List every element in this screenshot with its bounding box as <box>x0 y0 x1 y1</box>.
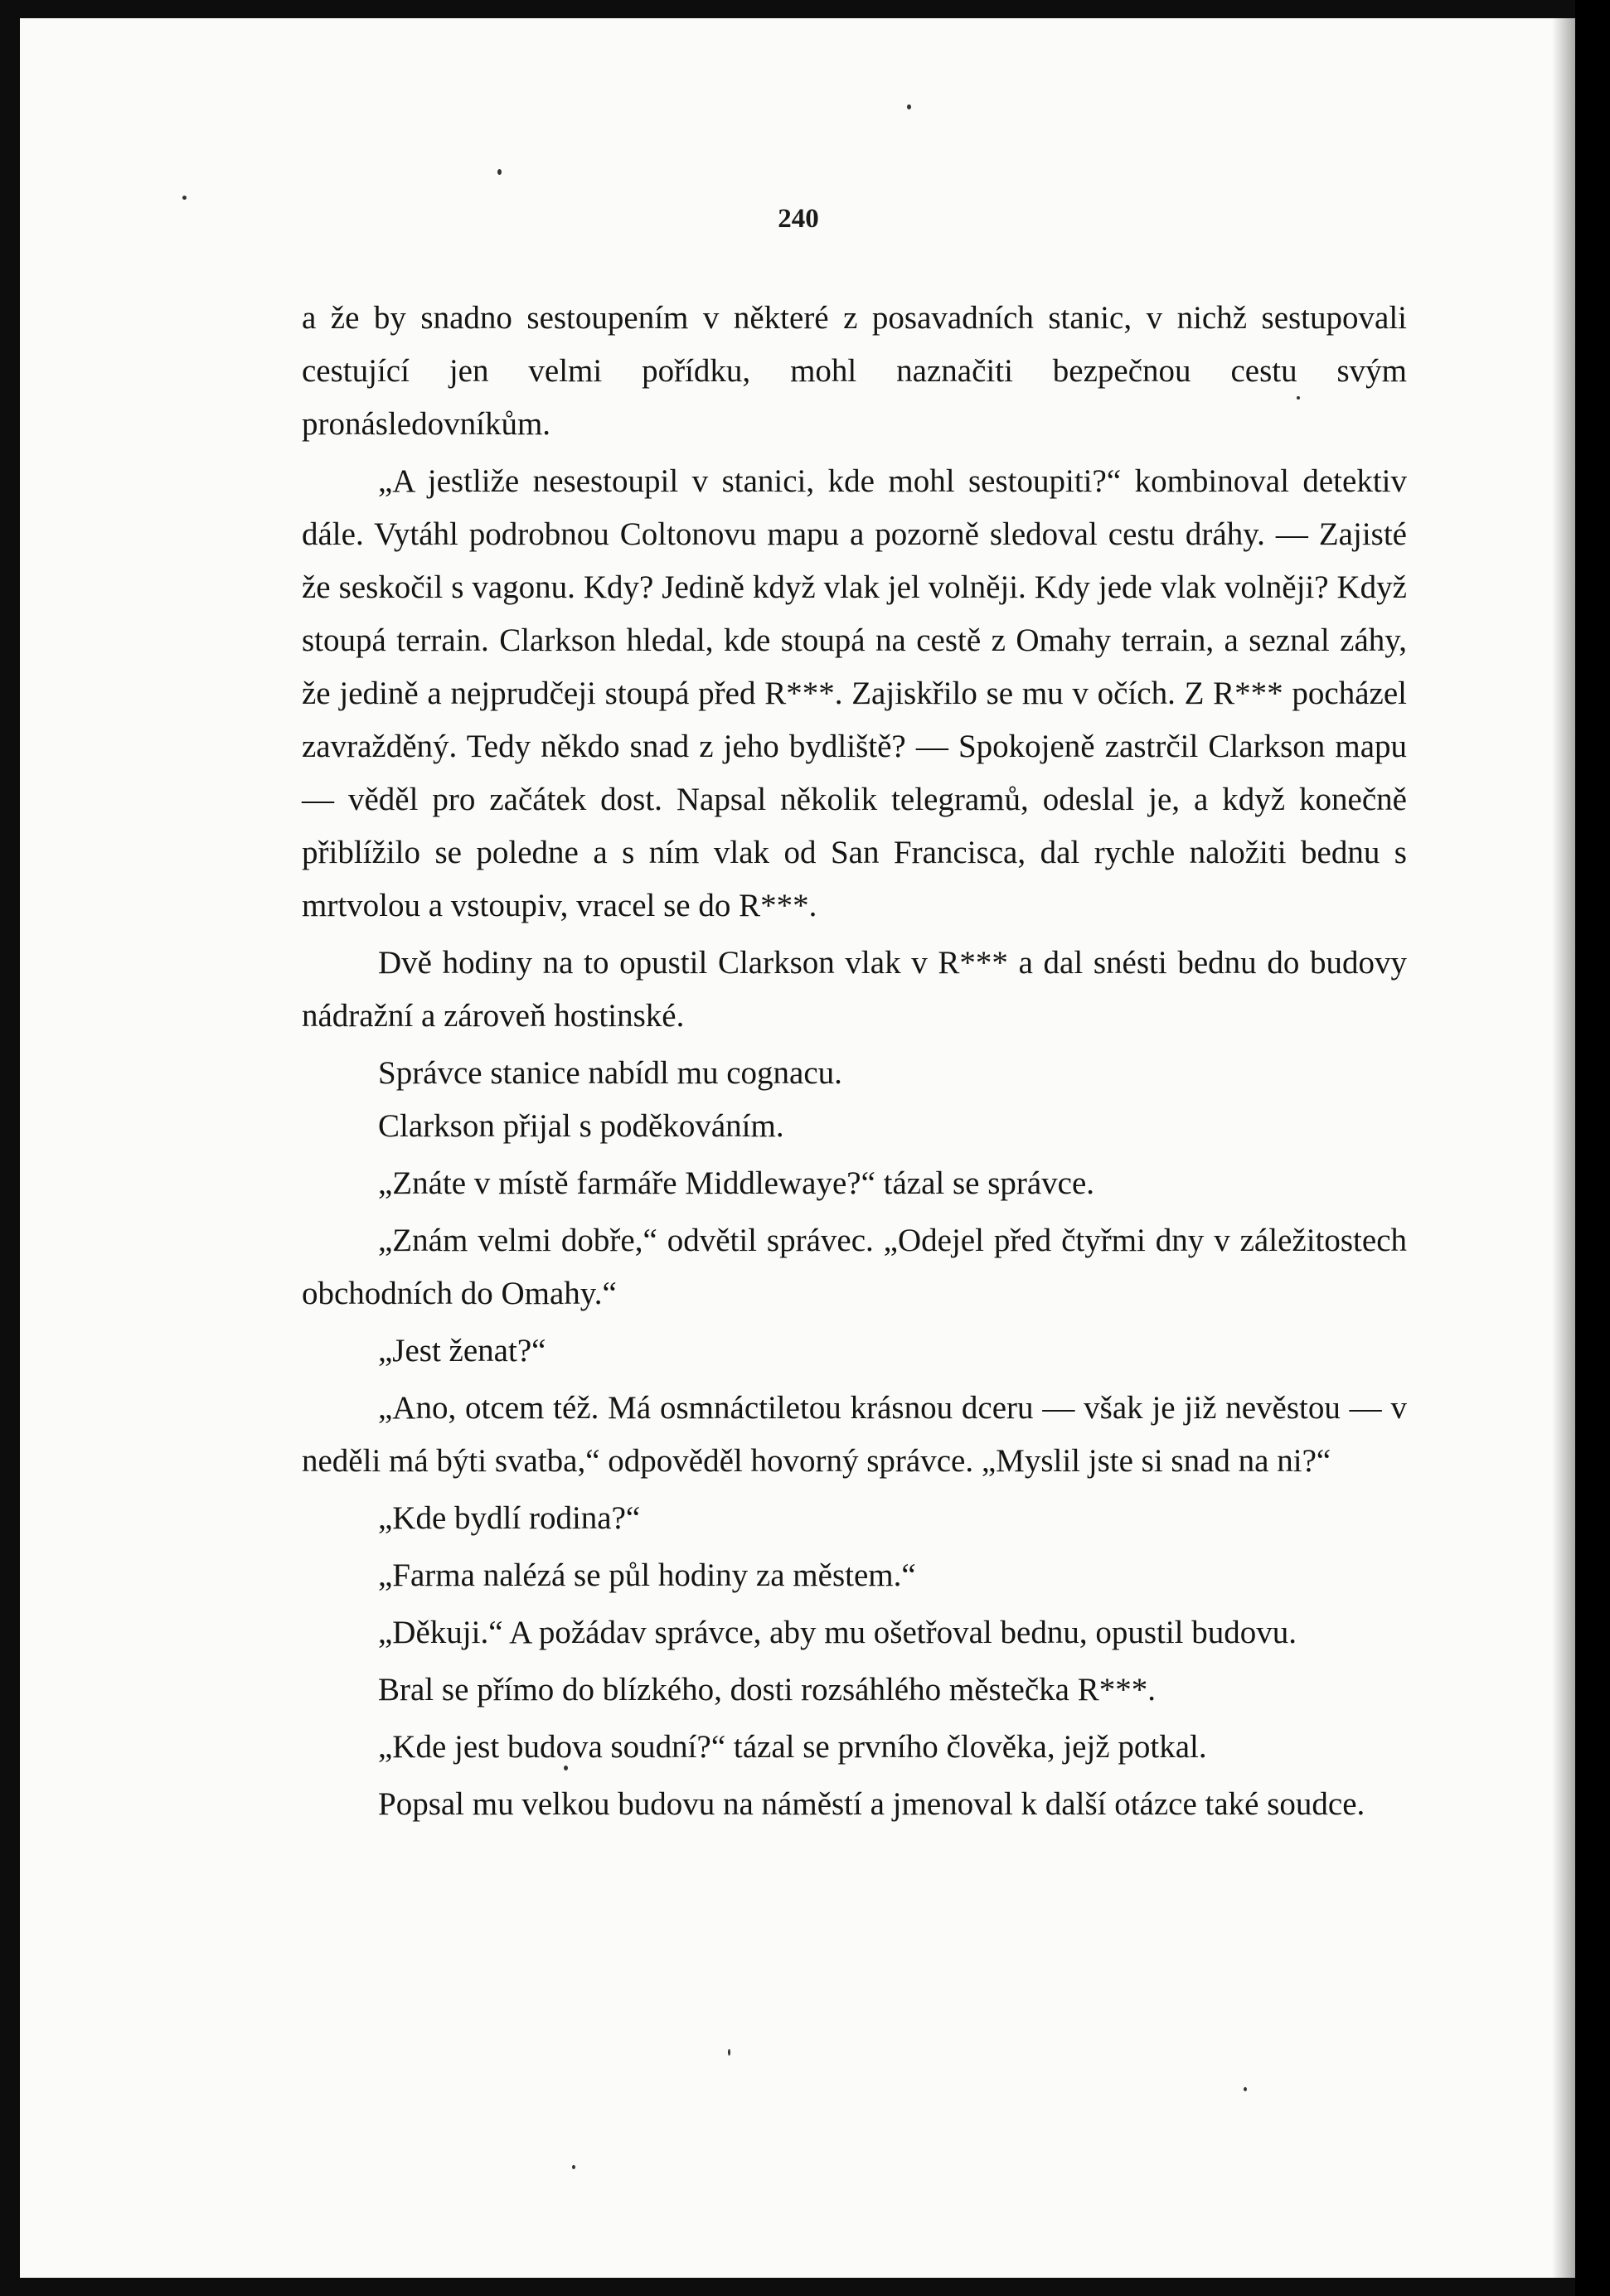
body-text <box>302 292 1407 1831</box>
paragraph: Bral se přímo do blízkého, dosti rozsáhlého městečka R***. <box>378 1672 1156 1707</box>
paragraph: „Kde jest budova soudní?“ tázal se prvního člověka, jejž potkal. <box>378 1729 1207 1765</box>
paragraph: Dvě hodiny na to opustil Clarkson vlak v R*** a dal snésti bednu do budovy nádražní a zároveň hostinské. <box>302 945 1407 1034</box>
dust-speck <box>564 1766 568 1770</box>
paragraph: Správce stanice nabídl mu cognacu. <box>378 1055 842 1091</box>
dust-speck <box>572 2165 575 2169</box>
paragraph: „Kde bydlí rodina?“ <box>378 1500 641 1536</box>
page-edge-shadow <box>1552 18 1577 2278</box>
page-number: 240 <box>778 204 819 234</box>
paragraph: „A jestliže nesestoupil v stanici, kde mohl sestoupiti?“ kombinoval detektiv dále. Vytáhl podrobnou Coltonovu mapu a pozorně sledoval cestu dráhy. — Zajisté že seskočil s vagonu. Kdy? Jedině když vlak jel volněji. Kdy jede vlak volněji? Když stoupá terrain. Clarkson hledal, kde stoupá na cestě z Omahy terrain, a seznal záhy, že jedině a nejprudčeji stoupá před R***. Zajiskřilo se mu v očích. Z R*** pocházel zavražděný. Tedy někdo snad z jeho bydliště? — Spokojeně zastrčil Clarkson mapu — věděl pro začátek dost. Napsal několik telegramů, odeslal je, a když konečně přiblížilo se poledne a s ním vlak od San Francisca, dal rychle naložiti bednu s mrtvolou a vstoupiv, vracel se do R***. <box>302 463 1407 923</box>
paragraph: Popsal mu velkou budovu na náměstí a jmenoval k další otázce také soudce. <box>378 1786 1365 1822</box>
paragraph: „Jest ženat?“ <box>378 1333 546 1368</box>
paragraph: „Ano, otcem též. Má osmnáctiletou krásnou dceru — však je již nevěstou — v neděli má býti svatba,“ odpověděl hovorný správce. „Myslil jste si snad na ni?“ <box>302 1390 1407 1479</box>
dust-speck <box>728 2049 730 2056</box>
paragraph: „Znám velmi dobře,“ odvětil správec. „Odejel před čtyřmi dny v záležitostech obchodních do Omahy.“ <box>302 1223 1407 1311</box>
scan-border <box>1575 0 1610 2296</box>
paragraph: „Děkuji.“ A požádav správce, aby mu ošetřoval bednu, opustil budovu. <box>378 1615 1297 1650</box>
paragraph: Clarkson přijal s poděkováním. <box>378 1108 784 1144</box>
paragraph: „Znáte v místě farmáře Middlewaye?“ tázal se správce. <box>378 1165 1095 1201</box>
dust-speck <box>497 169 502 175</box>
dust-speck <box>907 104 911 109</box>
dust-speck <box>182 196 187 200</box>
paragraph: a že by snadno sestoupením v některé z posavadních stanic, v nichž sestupovali cestující jen velmi pořídku, mohl naznačiti bezpečnou cestu svým pronásledovníkům. <box>302 300 1407 442</box>
paragraph: „Farma nalézá se půl hodiny za městem.“ <box>378 1557 916 1593</box>
dust-speck <box>1244 2087 1247 2091</box>
book-page <box>20 18 1577 2278</box>
dust-speck <box>1297 396 1300 400</box>
